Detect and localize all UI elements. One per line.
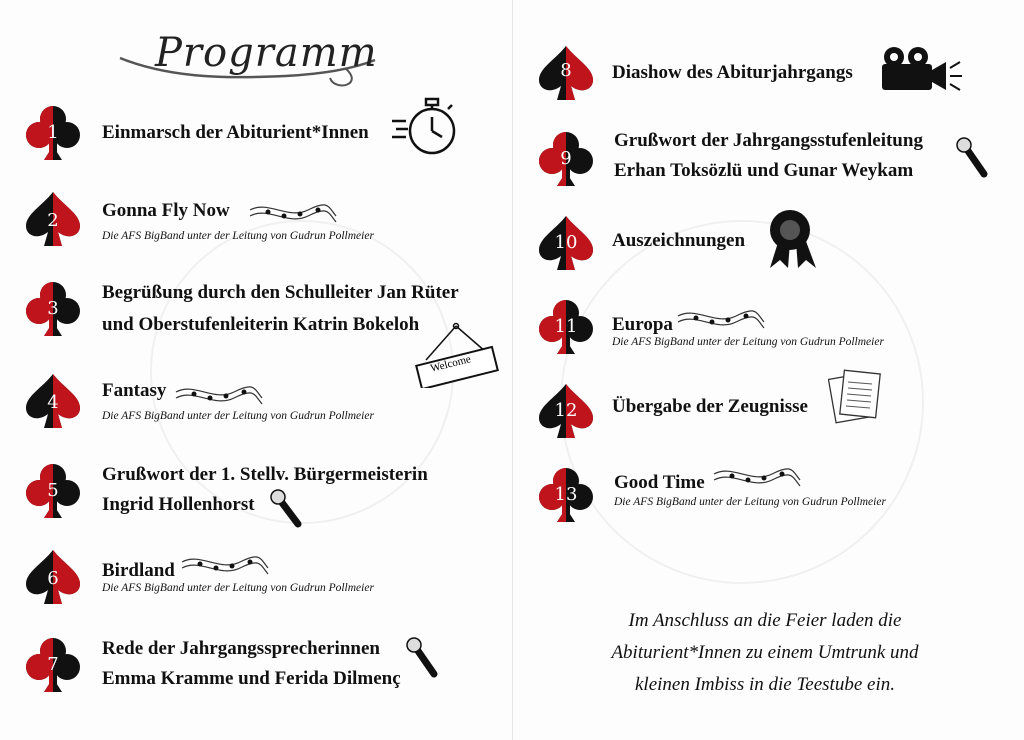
spade-badge-8 — [535, 42, 597, 104]
closing-line-3: kleinen Imbiss in die Teestube ein. — [635, 674, 895, 695]
microphone-icon — [404, 636, 440, 684]
club-badge-5 — [22, 460, 84, 522]
item-number: 1 — [47, 122, 59, 143]
item-subtitle: Die AFS BigBand unter der Leitung von Gudrun Pollmeier — [102, 582, 374, 594]
item-title-line2: Ingrid Hollenhorst — [102, 494, 255, 515]
closing-note — [560, 605, 970, 701]
music-notes-icon — [712, 460, 802, 498]
item-number: 11 — [554, 316, 578, 337]
welcome-sign-icon — [414, 322, 500, 392]
club-badge-1 — [22, 102, 84, 164]
club-badge-9 — [535, 128, 597, 190]
spade-badge-10 — [535, 212, 597, 274]
program-header — [115, 30, 385, 100]
item-number: 4 — [47, 392, 59, 413]
music-notes-icon — [180, 548, 270, 586]
item-subtitle: Die AFS BigBand unter der Leitung von Gudrun Pollmeier — [102, 410, 374, 422]
item-subtitle: Die AFS BigBand unter der Leitung von Gudrun Pollmeier — [102, 230, 374, 242]
music-notes-icon — [174, 378, 264, 416]
welcome-sign-text: Welcome — [429, 353, 473, 375]
item-title: Einmarsch der Abiturient*Innen — [102, 122, 369, 143]
item-title: Fantasy — [102, 380, 167, 401]
spade-badge-2 — [22, 188, 84, 250]
item-subtitle: Die AFS BigBand unter der Leitung von Gudrun Pollmeier — [612, 336, 884, 348]
club-badge-3 — [22, 278, 84, 340]
documents-icon — [828, 366, 884, 428]
music-notes-icon — [248, 196, 338, 234]
club-badge-13 — [535, 464, 597, 526]
item-number: 5 — [47, 480, 59, 501]
item-title: Diashow des Abiturjahrgangs — [612, 62, 853, 83]
item-title-line2: und Oberstufenleiterin Katrin Bokeloh — [102, 314, 420, 335]
item-title: Grußwort der Jahrgangsstufenleitung — [614, 130, 923, 151]
item-title: Rede der Jahrgangssprecherinnen — [102, 638, 380, 659]
microphone-icon — [954, 136, 990, 184]
item-title-line2: Erhan Toksözlü und Gunar Weykam — [614, 160, 914, 181]
item-number: 13 — [554, 484, 578, 505]
club-badge-11 — [535, 296, 597, 358]
item-number: 9 — [560, 148, 572, 169]
award-rosette-icon — [762, 206, 818, 276]
item-title: Grußwort der 1. Stellv. Bürgermeisterin — [102, 464, 428, 485]
item-number: 3 — [47, 298, 59, 319]
program-title: Programm — [155, 30, 378, 76]
spade-badge-6 — [22, 546, 84, 608]
item-subtitle: Die AFS BigBand unter der Leitung von Gudrun Pollmeier — [614, 496, 886, 508]
closing-line-2: Abiturient*Innen zu einem Umtrunk und — [611, 642, 919, 663]
item-title: Good Time — [614, 472, 705, 493]
item-title: Europa — [612, 314, 673, 335]
item-number: 8 — [560, 60, 572, 81]
item-number: 12 — [554, 400, 578, 421]
spade-badge-12 — [535, 380, 597, 442]
fold-line — [512, 0, 513, 740]
stopwatch-icon — [390, 95, 460, 165]
item-number: 6 — [47, 568, 59, 589]
item-number: 2 — [47, 210, 59, 231]
video-camera-icon — [876, 44, 964, 98]
item-title: Gonna Fly Now — [102, 200, 230, 221]
music-notes-icon — [676, 302, 766, 340]
item-number: 10 — [554, 232, 578, 253]
item-title: Birdland — [102, 560, 175, 581]
item-title: Auszeichnungen — [612, 230, 746, 251]
item-number: 7 — [47, 654, 59, 675]
club-badge-7 — [22, 634, 84, 696]
closing-line-1: Im Anschluss an die Feier laden die — [628, 610, 902, 631]
item-title: Begrüßung durch den Schulleiter Jan Rüter — [102, 282, 459, 303]
item-title-line2: Emma Kramme und Ferida Dilmenç — [102, 668, 401, 689]
spade-badge-4 — [22, 370, 84, 432]
item-title: Übergabe der Zeugnisse — [612, 396, 808, 417]
microphone-icon — [268, 488, 304, 532]
